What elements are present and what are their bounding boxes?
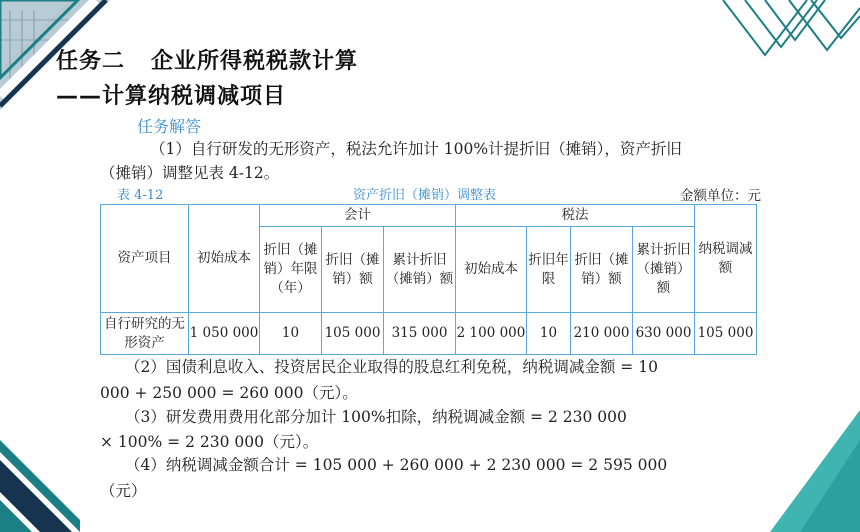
cell-tax-accumulated: 630 000: [633, 313, 695, 355]
cell-acct-accumulated: 315 000: [384, 313, 456, 355]
paragraph-2-line-2: 000 + 250 000 = 260 000（元）。: [100, 384, 358, 402]
table-number: 表 4-12: [117, 188, 164, 203]
header-asset-item: 资产项目: [101, 205, 189, 313]
table-title: 资产折旧（摊销）调整表: [353, 188, 497, 203]
table-row: [101, 313, 757, 355]
paragraph-4-line-1: （4）纳税调减金额合计 = 105 000 + 260 000 + 2 230 000 = 2 595 000: [125, 456, 668, 474]
paragraph-1-line-1: （1）自行研发的无形资产，税法允许加计 100%计提折旧（摊销），资产折旧: [150, 140, 682, 158]
cell-tax-reduction: 105 000: [695, 313, 757, 355]
bottom-right-teal-decoration: [770, 410, 860, 532]
task-title: 企业所得税税款计算: [151, 49, 359, 74]
cell-acct-years: 10: [260, 313, 322, 355]
top-right-line-decoration: [715, 0, 860, 60]
cell-asset-item: 自行研究的无形资产: [101, 313, 189, 355]
header-tax-reduction: 纳税调减额: [695, 205, 757, 313]
cell-tax-years: 10: [527, 313, 571, 355]
header-acct-amount: 折旧（摊销）额: [322, 227, 384, 313]
cell-acct-amount: 105 000: [322, 313, 384, 355]
page-title: [56, 44, 358, 75]
header-tax-years: 折旧年限: [527, 227, 571, 313]
header-tax-amount: 折旧（摊销）额: [571, 227, 633, 313]
depreciation-adjustment-table: [100, 204, 757, 355]
header-initial-cost: 初始成本: [189, 205, 260, 313]
table-unit: 金额单位：元: [680, 188, 761, 204]
bottom-left-stripe-decoration: [0, 440, 80, 532]
cell-tax-amount: 210 000: [571, 313, 633, 355]
paragraph-1-line-2: （摊销）调整见表 4-12。: [100, 164, 280, 182]
header-tax-initial-cost: 初始成本: [456, 227, 527, 313]
header-acct-years: 折旧（摊销）年限（年）: [260, 227, 322, 313]
paragraph-3-line-1: （3）研发费用费用化部分加计 100%扣除，纳税调减金额 = 2 230 000: [125, 408, 627, 426]
page-subtitle: ——计算纳税调减项目: [56, 84, 287, 109]
header-tax-law-group: 税法: [456, 205, 695, 227]
header-tax-accumulated: 累计折旧（摊销）额: [633, 227, 695, 313]
paragraph-4-line-2: （元）: [100, 482, 147, 500]
header-acct-accumulated: 累计折旧（摊销）额: [384, 227, 456, 313]
task-label: 任务二: [56, 49, 126, 74]
cell-tax-initial-cost: 2 100 000: [456, 313, 527, 355]
paragraph-3-line-2: × 100% = 2 230 000（元）。: [100, 433, 319, 451]
section-heading: 任务解答: [137, 117, 202, 136]
paragraph-2-line-1: （2）国债利息收入、投资居民企业取得的股息红利免税，纳税调减金额 = 10: [125, 358, 658, 376]
cell-initial-cost: 1 050 000: [189, 313, 260, 355]
header-accounting-group: 会计: [260, 205, 456, 227]
